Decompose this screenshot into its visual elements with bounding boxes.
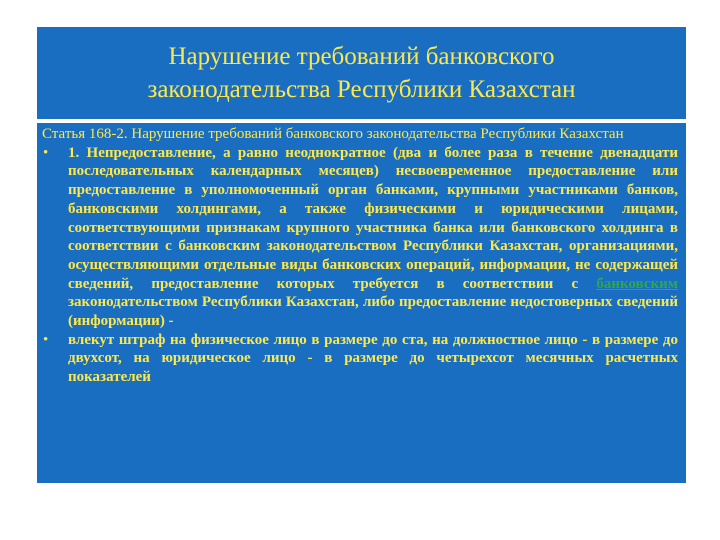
title-panel [37,27,686,119]
point-1-text-after: законодательством Республики Казахстан, либо предоставление недостоверных сведений (информации) - [68,294,678,330]
slide-title [147,40,575,106]
point-1 [42,144,678,331]
content-panel [37,123,686,483]
banking-law-link[interactable]: банковским [596,275,678,292]
article-heading: Статья 168-2. Нарушение требований банковского законодательства Республики Казахстан [42,126,624,142]
title-line-2: законодательства Республики Казахстан [147,76,576,103]
title-line-1: Нарушение требований банковского [168,43,555,70]
point-2: • влекут штраф на физическое лицо в размере до ста, на должностное лицо - в размере до двухсот, на юридическое лицо - в размере до четырехсот месячных расчетных показателей [42,331,678,387]
point-1-text-before: 1. Непредоставление, а равно неоднократное (два и более раза в течение двенадцати последовательных календарных месяцев) несвоевременное предоставление или предоставление в уполномоченный орган банками, крупными участниками банков, банковскими холдингами, а также физическими и юридическими лицами, соответствующими признакам крупного участника банка или банковского холдинга в соответствии с банковским законодательством Республики Казахстан, организациями, осуществляющими отдельные виды банковских операций, информации, не содержащей сведений, предоставление которых требуется в соответствии с [68,144,678,292]
article-points [42,144,678,387]
